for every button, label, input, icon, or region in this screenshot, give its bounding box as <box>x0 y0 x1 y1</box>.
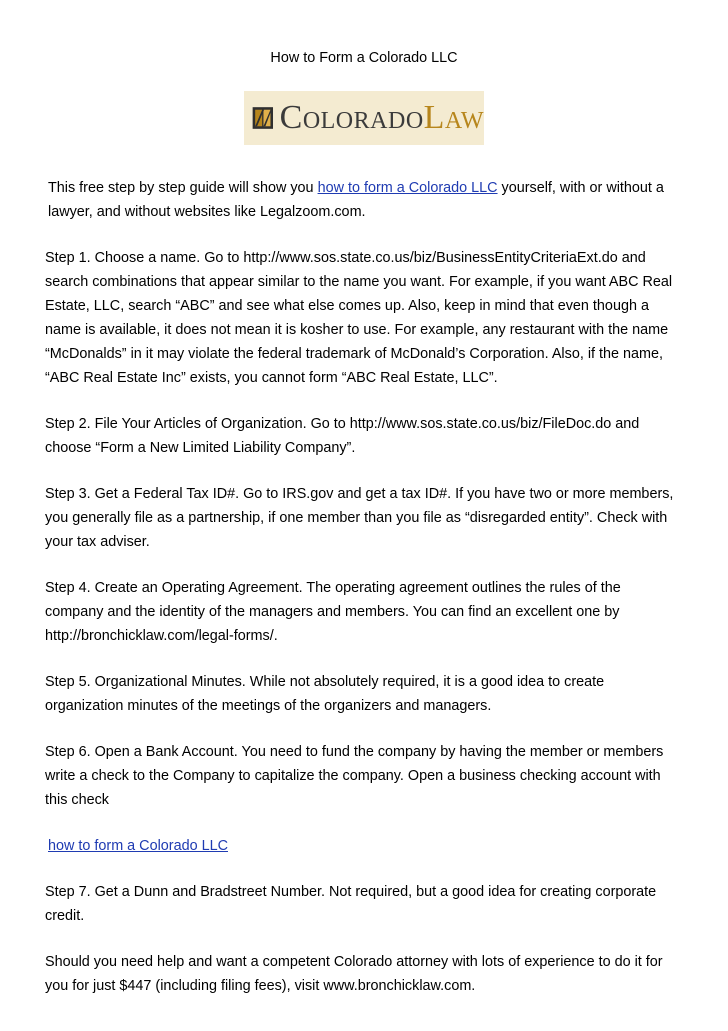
step-7-paragraph: Step 7. Get a Dunn and Bradstreet Number. Not required, but a good idea for creating corporate credit. <box>45 884 657 924</box>
intro-link[interactable]: how to form a Colorado LLC <box>317 180 498 196</box>
logo-text-law: Law <box>423 99 484 136</box>
document-body <box>45 176 683 1020</box>
step-3-paragraph: Step 3. Get a Federal Tax ID#. Go to IRS.gov and get a tax ID#. If you have two or more members, you generally file as a partnership, if one member than you file as “disregarded entity”. Check with your tax adviser. <box>45 486 674 550</box>
logo-text-colorado: Colorado <box>279 99 424 136</box>
page-title: How to Form a Colorado LLC <box>270 50 458 66</box>
step-1-paragraph: Step 1. Choose a name. Go to http://www.sos.state.co.us/biz/BusinessEntityCriteriaExt.do and search combinations that appear similar to the name you want. For example, if you want ABC Real Estate, LLC, search “ABC” and see what else comes up. Also, keep in mind that even though a name is available, it does not mean it is kosher to use. For example, any restaurant with the name “McDonalds” in it may violate the federal trademark of McDonald’s Corporation. Also, if the name, “ABC Real Estate Inc” exists, you cannot form “ABC Real Estate, LLC”. <box>45 250 673 386</box>
mid-link-paragraph <box>45 834 683 858</box>
intro-paragraph <box>45 176 683 224</box>
colorado-law-logo <box>244 91 484 145</box>
step-2-paragraph: Step 2. File Your Articles of Organization. Go to http://www.sos.state.co.us/biz/FileDoc.do and choose “Form a New Limited Liability Company”. <box>45 416 640 456</box>
intro-text-after: yourself, with or without a lawyer, and without websites like Legalzoom.com. <box>48 180 664 220</box>
intro-text-before: This free step by step guide will show you <box>48 180 318 196</box>
logo-container <box>0 91 728 145</box>
step-4-paragraph: Step 4. Create an Operating Agreement. The operating agreement outlines the rules of the company and the identity of the managers and members. You can find an excellent one by http://bronchicklaw.com/legal-forms/. <box>45 580 621 644</box>
step-6-paragraph: Step 6. Open a Bank Account. You need to fund the company by having the member or members write a check to the Company to capitalize the company. Open a business checking account with this check <box>45 744 664 808</box>
logo-emblem-icon <box>252 100 274 136</box>
closing-paragraph: Should you need help and want a competent Colorado attorney with lots of experience to do it for you for just $447 (including filing fees), visit www.bronchicklaw.com. <box>45 954 663 994</box>
step-5-paragraph: Step 5. Organizational Minutes. While not absolutely required, it is a good idea to create organization minutes of the meetings of the organizers and managers. <box>45 674 605 714</box>
logo-wordmark <box>280 101 484 135</box>
mid-link[interactable]: how to form a Colorado LLC <box>48 838 228 854</box>
